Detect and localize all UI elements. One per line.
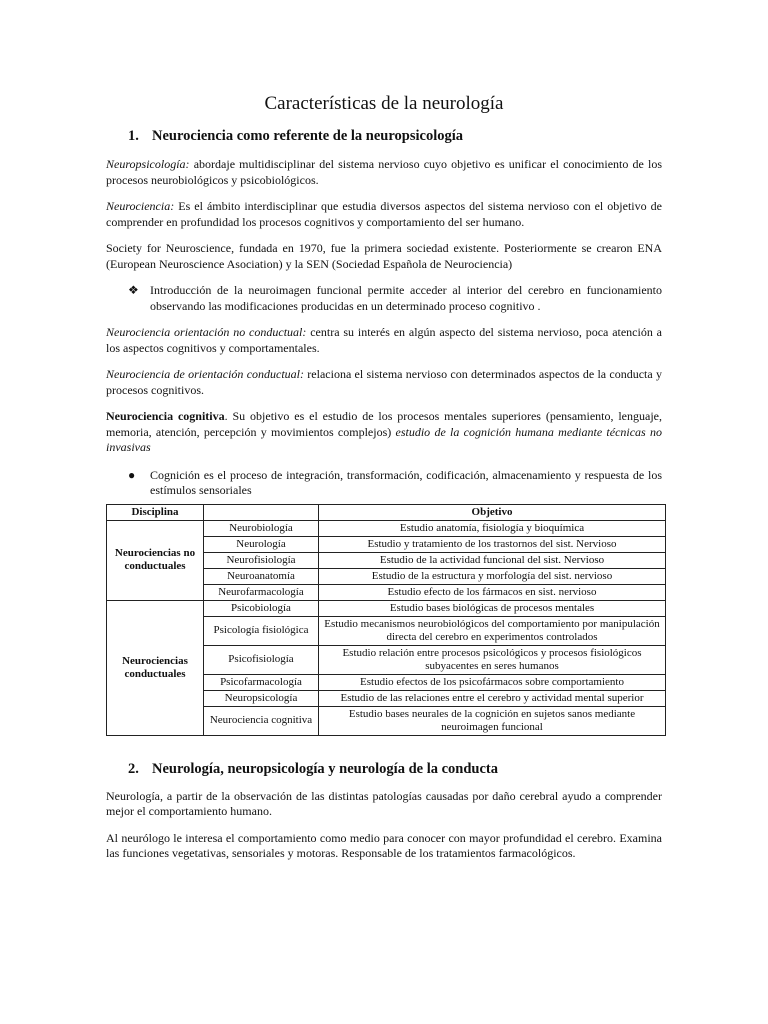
paragraph-neurologia: Neurología, a partir de la observación de las distintas patologías causadas por daño cerebral ayudo a comprender mejor el comportamiento humano. (106, 788, 662, 818)
dot-bullet-icon: ● (128, 467, 136, 482)
objective-cell: Estudio efectos de los psicofármacos sobre comportamiento (319, 674, 666, 690)
term: Neurociencia cognitiva (106, 409, 225, 423)
paragraph-text: relaciona el sistema nervioso con determinados aspectos de la conducta y procesos cognitivos. (106, 367, 662, 397)
bullet-text: Introducción de la neuroimagen funcional permite acceder al interior del cerebro en funcionamiento observando las modificaciones producidas en un determinado proceso cognitivo . (150, 283, 662, 313)
objective-cell: Estudio bases neurales de la cognición en sujetos sanos mediante neuroimagen funcional (319, 706, 666, 735)
paragraph-neurociencia (106, 199, 662, 230)
paragraph-text: Es el ámbito interdisciplinar que estudia diversos aspectos del sistema nervioso con el objetivo de comprender en profundidad los procesos cognitivos y comportamiento del ser humano. (106, 199, 662, 229)
paragraph-neurologo: Al neurólogo le interesa el comportamiento como medio para conocer con mayor profundidad el cerebro. Examina las funciones vegetativas, sensoriales y motoras. Responsable de los tratamientos farmacológicos. (106, 830, 662, 860)
paragraph-italic-tail: estudio de la cognición humana mediante técnicas no invasivas (106, 424, 662, 454)
bullet-cognicion (106, 468, 662, 499)
section-heading-2 (106, 760, 662, 778)
section-number: 1. (128, 128, 139, 144)
header-objetivo: Objetivo (319, 504, 666, 520)
term: Neurociencia de orientación conductual: (106, 367, 305, 381)
table-header-row (107, 504, 666, 520)
diamond-bullet-icon: ❖ (128, 283, 139, 297)
section-title: Neurología, neuropsicología y neurología de la conducta (152, 760, 499, 777)
group-no-conductuales: Neurociencias no conductuales (107, 520, 204, 600)
paragraph-text: centra su interés en algún aspecto del sistema nervioso, poca atención a los aspectos cognitivos y comportamentales. (106, 325, 663, 355)
objective-cell: Estudio bases biológicas de procesos mentales (319, 600, 666, 616)
section-heading-1 (106, 127, 662, 145)
discipline-cell: Psicofarmacología (204, 674, 319, 690)
discipline-cell: Psicofisiología (204, 645, 319, 674)
discipline-cell: Neurología (204, 536, 319, 552)
section-number: 2. (128, 760, 139, 777)
objective-cell: Estudio de la estructura y morfología del sist. nervioso (319, 568, 666, 584)
table-row (107, 600, 666, 616)
paragraph-text: . Su objetivo es el estudio de los procesos mentales superiores (pensamiento, lenguaje, memoria, atención, percepción y movimientos complejos) (106, 409, 662, 439)
group-conductuales: Neurociencias conductuales (107, 600, 204, 735)
bullet-neuroimagen (106, 283, 662, 314)
paragraph-text: abordaje multidisciplinar del sistema nervioso cuyo objetivo es unificar el conocimiento de los procesos neurobiológicos y psicobiológicos. (106, 157, 662, 187)
objective-cell: Estudio relación entre procesos psicológicos y procesos fisiológicos subyacentes en seres humanos (319, 645, 666, 674)
bullet-text: Cognición es el proceso de integración, transformación, codificación, almacenamiento y respuesta de los estímulos sensoriales (150, 467, 662, 497)
paragraph-no-conductual (106, 325, 662, 356)
objective-cell: Estudio y tratamiento de los trastornos del sist. Nervioso (319, 536, 666, 552)
discipline-cell: Neuropsicología (204, 690, 319, 706)
term: Neurociencia orientación no conductual: (106, 325, 307, 339)
discipline-cell: Psicología fisiológica (204, 616, 319, 645)
objective-cell: Estudio anatomía, fisiología y bioquímica (319, 520, 666, 536)
header-empty (204, 504, 319, 520)
paragraph-cognitiva (106, 409, 662, 456)
paragraph-society: Society for Neuroscience, fundada en 1970, fue la primera sociedad existente. Posteriormente se crearon ENA (European Neuroscience Asociation) y la SEN (Sociedad Española de Neurociencia) (106, 241, 662, 271)
disciplines-table (106, 504, 666, 736)
page-title: Características de la neurología (264, 93, 504, 114)
term: Neurociencia: (106, 199, 175, 213)
discipline-cell: Neurociencia cognitiva (204, 706, 319, 735)
objective-cell: Estudio efecto de los fármacos en sist. nervioso (319, 584, 666, 600)
term: Neuropsicología: (106, 157, 190, 171)
paragraph-neuropsicologia (106, 157, 662, 188)
discipline-cell: Neurobiología (204, 520, 319, 536)
objective-cell: Estudio de la actividad funcional del sist. Nervioso (319, 552, 666, 568)
discipline-cell: Psicobiología (204, 600, 319, 616)
section-title: Neurociencia como referente de la neuropsicología (152, 128, 464, 144)
paragraph-conductual (106, 367, 662, 398)
table-row (107, 520, 666, 536)
discipline-cell: Neurofarmacología (204, 584, 319, 600)
discipline-cell: Neurofisiología (204, 552, 319, 568)
objective-cell: Estudio de las relaciones entre el cerebro y actividad mental superior (319, 690, 666, 706)
discipline-cell: Neuroanatomía (204, 568, 319, 584)
header-disciplina: Disciplina (107, 504, 204, 520)
objective-cell: Estudio mecanismos neurobiológicos del comportamiento por manipulación directa del cerebro en experimentos controlados (319, 616, 666, 645)
